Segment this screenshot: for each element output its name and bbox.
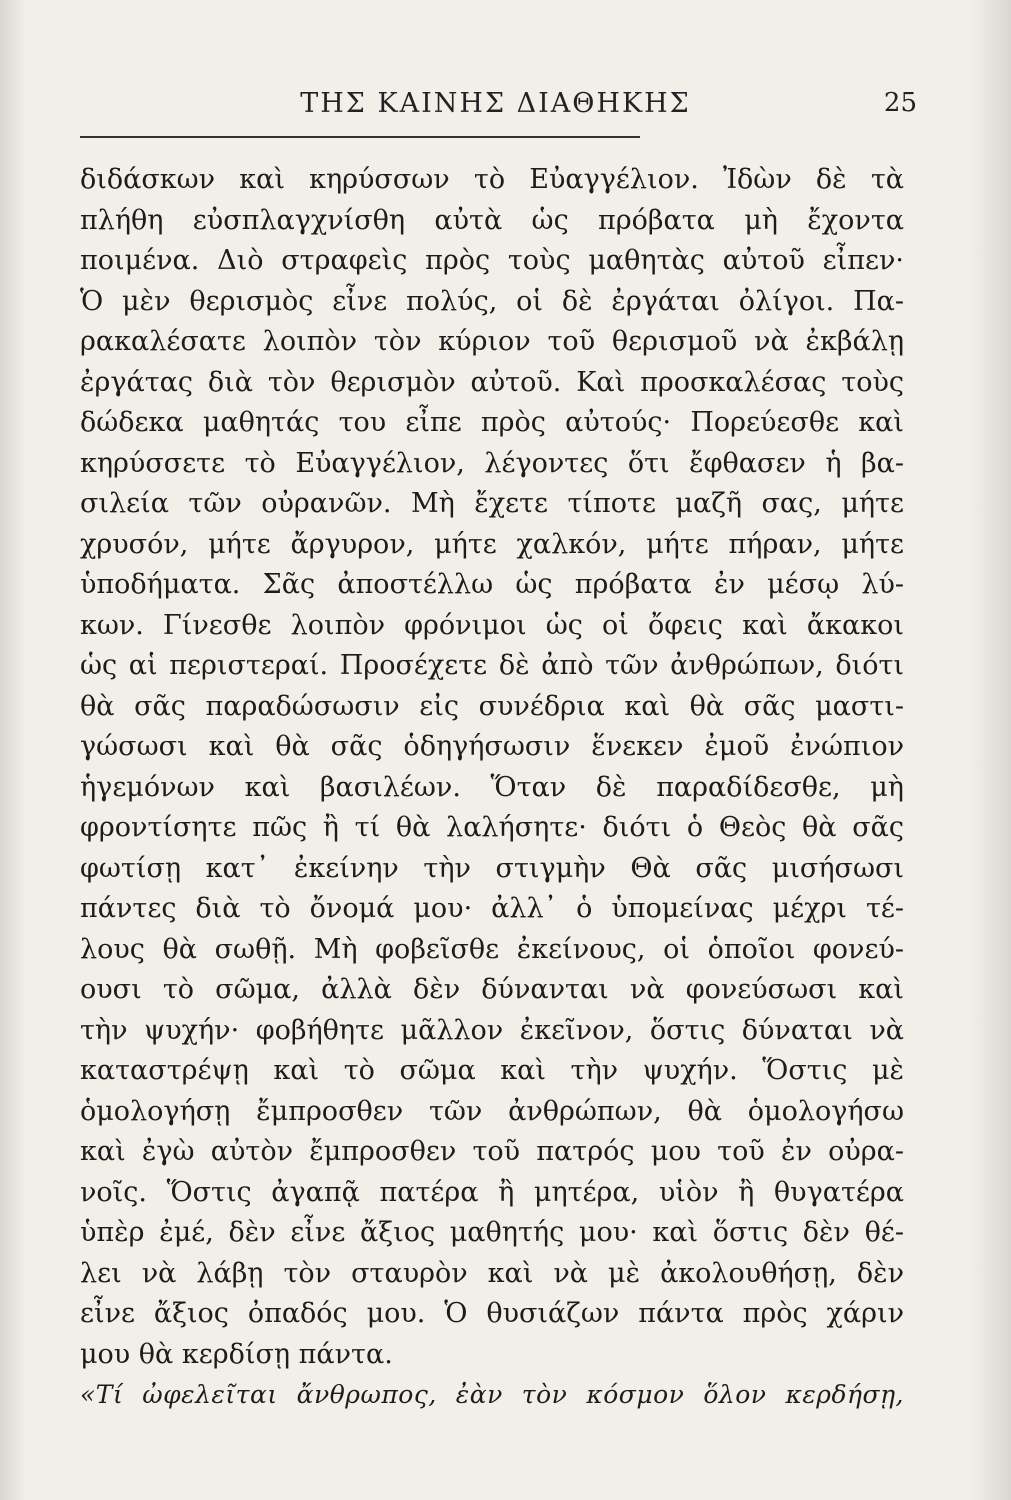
- text-line: εἶνε ἄξιος ὀπαδός μου. Ὁ θυσιάζων πάντα πρὸς χάριν: [80, 1298, 904, 1329]
- text-line: ουσι τὸ σῶμα, ἀλλὰ δὲν δύνανται νὰ φονεύσωσι καὶ: [80, 974, 904, 1005]
- page-number: 25: [883, 88, 917, 118]
- text-line: πλήθη εὐσπλαγχνίσθη αὐτὰ ὡς πρόβατα μὴ ἔχοντα: [80, 204, 904, 236]
- text-line: κων. Γίνεσθε λοιπὸν φρόνιμοι ὡς οἱ ὄφεις καὶ ἄκακοι: [80, 609, 904, 641]
- text-line: γώσωσι καὶ θὰ σᾶς ὁδηγήσωσιν ἕνεκεν ἐμοῦ ἐνώπιον: [80, 731, 904, 762]
- text-line: σιλεία τῶν οὐρανῶν. Μὴ ἔχετε τίποτε μαζῆ σας, μήτε: [80, 488, 904, 519]
- text-line: ἐργάτας διὰ τὸν θερισμὸν αὐτοῦ. Καὶ προσκαλέσας τοὺς: [80, 366, 904, 398]
- text-line: πάντες διὰ τὸ ὄνομά μου· ἀλλ᾽ ὁ ὑπομείνας μέχρι τέ-: [80, 893, 904, 924]
- text-line: ὡς αἱ περιστεραί. Προσέχετε δὲ ἀπὸ τῶν ἀνθρώπων, διότι: [80, 650, 904, 681]
- header-rule: [80, 136, 640, 138]
- text-line: δώδεκα μαθητάς του εἶπε πρὸς αὐτούς· Πορεύεσθε καὶ: [80, 407, 904, 438]
- text-line: Ὁ μὲν θερισμὸς εἶνε πολύς, οἱ δὲ ἐργάται ὀλίγοι. Πα-: [80, 285, 904, 317]
- text-line: ἡγεμόνων καὶ βασιλέων. Ὅταν δὲ παραδίδεσθε, μὴ: [80, 771, 904, 803]
- text-line: κηρύσσετε τὸ Εὐαγγέλιον, λέγοντες ὅτι ἔφθασεν ἡ βα-: [80, 447, 904, 479]
- text-line: τὴν ψυχήν· φοβήθητε μᾶλλον ἐκεῖνον, ὅστις δύναται νὰ: [80, 1014, 904, 1046]
- text-line: ὑπὲρ ἐμέ, δὲν εἶνε ἄξιος μαθητής μου· καὶ ὅστις δὲν θέ-: [80, 1217, 904, 1248]
- text-line: καταστρέψῃ καὶ τὸ σῶμα καὶ τὴν ψυχήν. Ὅστις μὲ: [80, 1055, 904, 1086]
- text-line: μου θὰ κερδίσῃ πάντα.: [80, 1338, 393, 1370]
- text-line: λους θὰ σωθῇ. Μὴ φοβεῖσθε ἐκείνους, οἱ ὁποῖοι φονεύ-: [80, 933, 904, 965]
- text-line: ὑποδήματα. Σᾶς ἀποστέλλω ὡς πρόβατα ἐν μέσῳ λύ-: [80, 569, 904, 600]
- text-line: χρυσόν, μήτε ἄργυρον, μήτε χαλκόν, μήτε πήραν, μήτε: [80, 528, 904, 560]
- text-line: νοῖς. Ὅστις ἀγαπᾷ πατέρα ἢ μητέρα, υἱὸν ἢ θυγατέρα: [80, 1176, 904, 1208]
- text-line: φωτίσῃ κατ᾽ ἐκείνην τὴν στιγμὴν Θὰ σᾶς μισήσωσι: [80, 852, 904, 884]
- text-line: λει νὰ λάβῃ τὸν σταυρὸν καὶ νὰ μὲ ἀκολουθήσῃ, δὲν: [80, 1257, 904, 1289]
- text-line: θὰ σᾶς παραδώσωσιν εἰς συνέδρια καὶ θὰ σᾶς μαστι-: [80, 690, 904, 722]
- text-line: καὶ ἐγὼ αὐτὸν ἔμπροσθεν τοῦ πατρός μου τοῦ ἐν οὐρα-: [80, 1136, 904, 1167]
- text-line: ρακαλέσατε λοιπὸν τὸν κύριον τοῦ θερισμοῦ νὰ ἐκβάλῃ: [80, 326, 904, 357]
- running-title: ΤΗΣ ΚΑΙΝΗΣ ΔΙΑΘΗΚΗΣ: [300, 88, 691, 119]
- text-line: ποιμένα. Διὸ στραφεὶς πρὸς τοὺς μαθητὰς αὐτοῦ εἶπεν·: [80, 245, 904, 276]
- quote-line: «Τί ὠφελεῖται ἄνθρωπος, ἐὰν τὸν κόσμον ὅλον κερδήσῃ,: [80, 1380, 904, 1409]
- body-text: [80, 160, 904, 1416]
- text-line: διδάσκων καὶ κηρύσσων τὸ Εὐαγγέλιον. Ἰδὼν δὲ τὰ: [80, 164, 904, 195]
- running-head: [80, 88, 917, 124]
- text-line: ὁμολογήσῃ ἔμπροσθεν τῶν ἀνθρώπων, θὰ ὁμολογήσω: [80, 1095, 904, 1127]
- text-line: φροντίσητε πῶς ἢ τί θὰ λαλήσητε· διότι ὁ Θεὸς θὰ σᾶς: [80, 812, 904, 843]
